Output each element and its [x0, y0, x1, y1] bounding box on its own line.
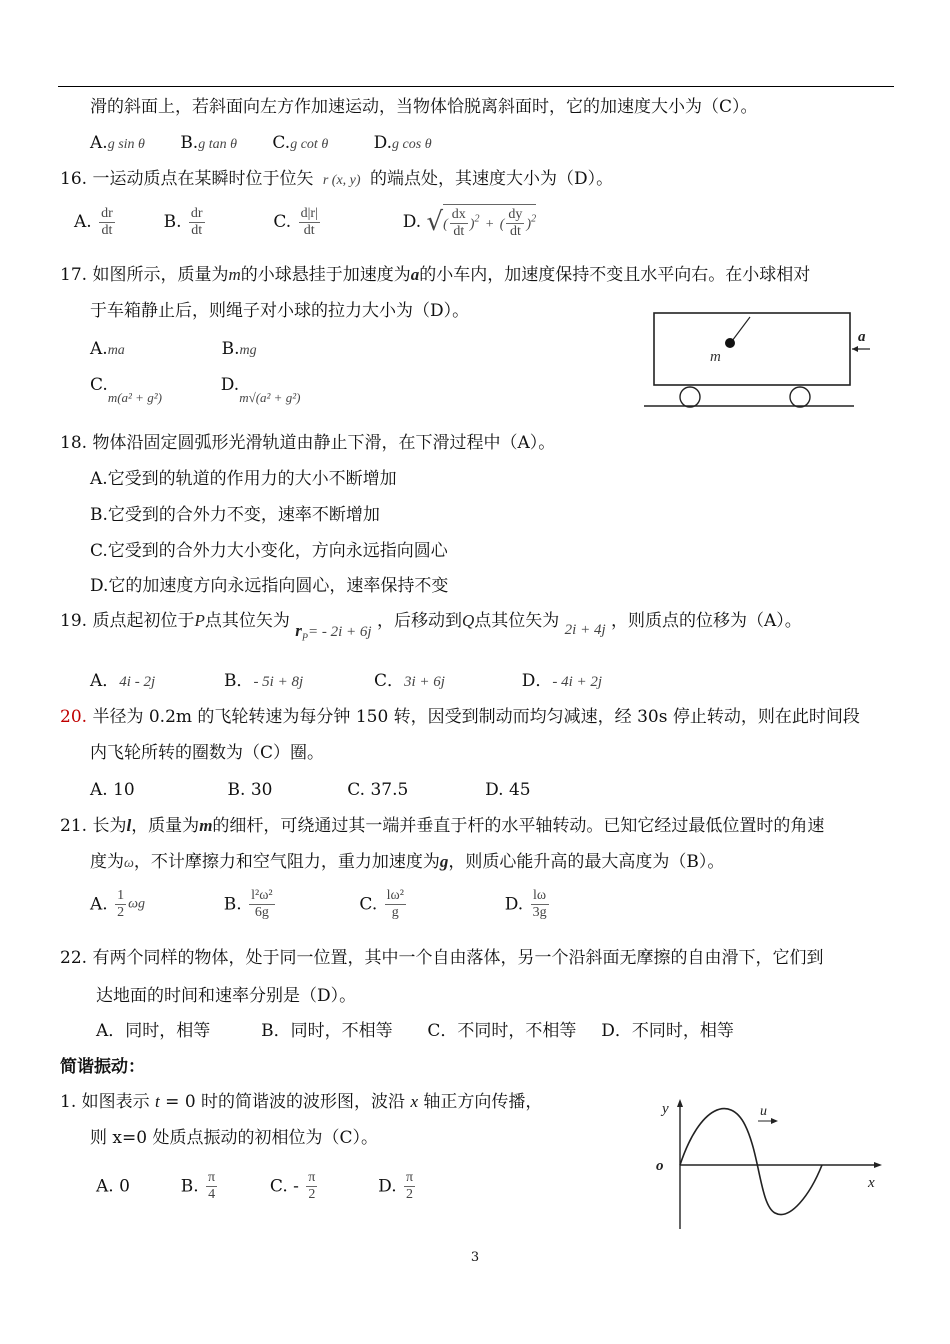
q20-line2: 内飞轮所转的圈数为（C）圈。 [90, 743, 325, 763]
q18-option-a: A.它受到的轨道的作用力的大小不断增加 [90, 469, 397, 489]
wave-x-label: x [868, 1175, 875, 1191]
q19-stem: 19. 质点起初位于P点其位矢为 $r_P= - 2i + 6j$ ，后移动到Q点其位矢为 2i + 4j ，则质点的位移为（A）。 [60, 611, 802, 644]
cart-diagram [640, 305, 880, 415]
q19-options: A．4i - 2j B．- 5i + 8j C．3i + 6j D．- 4i + 2j [90, 671, 603, 691]
q20-line1: 20. 半径为 0.2m 的飞轮转速为每分钟 150 转，因受到制动而均匀减速，经 30s 停止转动，则在此时间段 [60, 707, 860, 727]
q21-line1: 21. 长为l，质量为m的细杆，可绕通过其一端并垂直于杆的水平轴转动。已知它经过最低位置时的角速 [60, 816, 825, 836]
header-rule [58, 86, 894, 87]
wave-diagram [650, 1095, 890, 1235]
q20-number: 20. [60, 707, 88, 727]
q17-options-cd: $C._{m(a^2 + g^2)}$ $D._{m√(a^2 + g^2)}$ [90, 375, 301, 405]
shm-q1-line2: 则 x=0 处质点振动的初相位为（C）。 [90, 1128, 378, 1148]
wave-y-label: y [662, 1101, 669, 1117]
wave-origin-label: o [656, 1158, 664, 1174]
q22-options: A．同时，相等 B．同时，不相等 C．不同时，不相等 D．不同时，相等 [96, 1021, 734, 1041]
q17-options-ab: A.ma B.mg [90, 339, 257, 359]
q17-line2: 于车箱静止后，则绳子对小球的拉力大小为（D）。 [90, 301, 470, 321]
q22-line2: 达地面的时间和速率分别是（D）。 [96, 986, 357, 1006]
q21-options: A. $\frac{1}{2}$ ωg B. $\frac{\text{l²ω²}}{6g}$ C. $\frac{\text{lω²}}{g}$ D. $\frac{l\omega}{3g}$ [90, 888, 547, 920]
q17-line1: 17. 如图所示，质量为m的小球悬挂于加速度为a的小车内，加速度保持不变且水平向右。在小球相对 [60, 265, 811, 285]
q22-line1: 22. 有两个同样的物体，处于同一位置，其中一个自由落体，另一个沿斜面无摩擦的自由滑下，它们到 [60, 948, 824, 968]
shm-q1-line1: 1. 如图表示 t = 0 时的简谐波的波形图，波沿 x 轴正方向传播， [60, 1092, 543, 1112]
q16-options: A. $\frac{dr}{dt}$ B. $\frac{dr}{dt}$ C. $\frac{d|r|}{dt}$ D. √( $\frac{dx}{dt}$ )$^2$ + ( $\frac{dy}{dt}$ )$^2$ [74, 205, 537, 239]
q18-option-b: B.它受到的合外力不变，速率不断增加 [90, 505, 380, 525]
section-title: 简谐振动： [60, 1057, 145, 1077]
wave-u-label: u [760, 1104, 767, 1119]
shm-q1-options: A. 0 B. $\frac{\pi}{4}$ C. - $\frac{\pi}{2}$ D. $\frac{\pi}{2}$ [96, 1170, 414, 1202]
page-number: 3 [470, 1250, 480, 1265]
q20-options: A. 10 B. 30 C. 37.5 D. 45 [90, 780, 531, 800]
q15-options: A.g sin θ B.g tan θ C.g cot θ D.g cos θ [90, 133, 432, 153]
q16-stem: 16. 一运动质点在某瞬时位于位矢 r (x, y) 的端点处，其速度大小为（D）。 [60, 169, 614, 189]
q18-stem: 18. 物体沿固定圆弧形光滑轨道由静止下滑，在下滑过程中（A）。 [60, 433, 556, 453]
cart-accel-label: a [858, 329, 866, 345]
q15-continuation: 滑的斜面上，若斜面向左方作加速运动，当物体恰脱离斜面时，它的加速度大小为（C）。 [90, 97, 758, 117]
q21-line2: 度为ω，不计摩擦力和空气阻力，重力加速度为g，则质心能升高的最大高度为（B）。 [90, 852, 725, 872]
cart-mass-label: m [710, 349, 721, 365]
q18-option-c: C.它受到的合外力大小变化，方向永远指向圆心 [90, 541, 448, 561]
q18-option-d: D.它的加速度方向永远指向圆心，速率保持不变 [90, 576, 449, 596]
